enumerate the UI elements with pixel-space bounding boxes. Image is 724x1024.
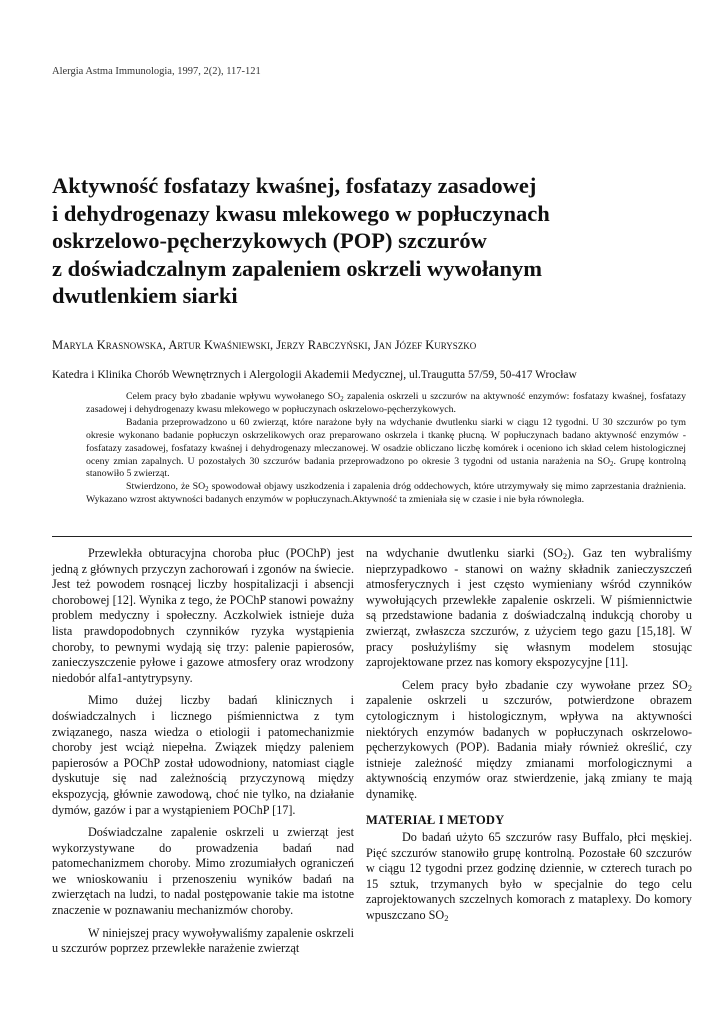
abstract [86, 391, 686, 507]
affiliation: Katedra i Klinika Chorób Wewnętrznych i Alergologii Akademii Medycznej, ul.Traugutta 57/59, 50-417 Wrocław [52, 369, 577, 381]
body-paragraph: W niniejszej pracy wywoływaliśmy zapalenie oskrzeli u szczurów poprzez przewlekłe narażenie zwierząt [52, 925, 354, 956]
body-paragraph: na wdychanie dwutlenku siarki $(SO_2)$. Gaz ten wybraliśmy nieprzypadkowo - stanowi on ważny składnik zanieczyszczeń atmosferycznych i jest często wymieniany wśród czynników wywołujących przewlekłe zapalenie oskrzeli. W piśmiennictwie są przedstawione badania z doświadczalną indukcją choroby u zwierząt, zwłaszcza szczurów, z użyciem tego gazu [15,18]. W pracy posłużyliśmy się własnym modelem stosując zaprojektowane przez nas komory ekspozycyjne [11]. [366, 546, 692, 670]
title-line: dwutlenkiem siarki [52, 283, 238, 308]
title-line: i dehydrogenazy kwasu mlekowego w popłuczynach [52, 200, 550, 226]
body-paragraph: Do badań użyto 65 szczurów rasy Buffalo, płci męskiej. Pięć szczurów stanowiło grupę kontrolną. Pozostałe 60 szczurów w ciągu 12 tygodni przez godzinę dziennie, w czterech turach po 15 sztuk, trzymanych było w specjalnie do tego celu zaprojektowanych szczelnych komorach z mataplexy. Do komory wpuszczano $SO_2$ [366, 830, 692, 924]
abstract-paragraph: Stwierdzono, że $SO_2$ spowodował objawy uszkodzenia i zapalenia dróg oddechowych, które utrzymywały się mimo zaprzestania drażnienia. Wykazano wzrost aktywności badanych enzymów w popłuczynach.Aktywność ta zmieniała się w czasie i nie była równoległa. [86, 481, 686, 506]
journal-citation: Alergia Astma Immunologia, 1997, 2(2), 117-121 [52, 66, 261, 77]
body-column-right [366, 546, 692, 931]
title-line: Aktywność fosfatazy kwaśnej, fosfatazy zasadowej [52, 173, 537, 198]
title-line: oskrzelowo-pęcherzykowych (POP) szczurów [52, 228, 487, 253]
body-paragraph: Mimo dużej liczby badań klinicznych i doświadczalnych i licznego piśmiennictwa z tym związanego, nasza wiedza o etiologii i patomechanizmie choroby jest wciąż niepełna. Związek między paleniem papierosów a POChP został udowodniony, natomiast ciągle dyskutuje się nad zależnością przyczynową między ekspozycją, głównie zawodową, choć nie tylko, na działanie dymów, gazów i par a wystąpieniem POChP [17]. [52, 693, 354, 817]
title-line: z doświadczalnym zapaleniem oskrzeli wywołanym [52, 255, 542, 281]
body-paragraph: Doświadczalne zapalenie oskrzeli u zwierząt jest wykorzystywane do prowadzenia badań nad patomechanizmem choroby. Mimo zrozumiałych ograniczeń we wnioskowaniu i przenoszeniu wyników badań na zwierzętach na ludzi, to nadal postępowanie takie ma istotne znaczenie w poznawaniu mechanizmów choroby. [52, 825, 354, 918]
body-column-left [52, 546, 354, 964]
section-heading: MATERIAŁ I METODY [366, 812, 505, 827]
author-list: Maryla Krasnowska, Artur Kwaśniewski, Jerzy Rabczyński, Jan Józef Kuryszko [52, 338, 477, 352]
body-paragraph: Celem pracy było zbadanie czy wywołane przez $SO_2$ zapalenie oskrzeli u szczurów, potwierdzone obrazem cytologicznym i histologicznym, wpływa na aktywności niektórych enzymów badanych w popłuczynach oskrzelowo-pęcherzykowych (POP). Badania miały również określić, czy istnieje zależność między zmianami morfologicznymi a aktywnością enzymów oraz stwierdzenie, jaką zmiany te mają dynamikę. [366, 677, 692, 801]
body-paragraph: Przewlekła obturacyjna choroba płuc (POChP) jest jedną z głównych przyczyn zachorowań i zgonów na świecie. Jest też powodem rosnącej liczby hospitalizacji i absencji chorobowej [12]. Wynika z tego, że POChP stanowi poważny problem medyczny i społeczny. Aczkolwiek istnieje duża lista prawdopodobnych czynników ryzyka wystąpienia choroby, to pewnymi wydają się trzy: palenie papierosów, zanieczyszczenie pyłowe i gazowe atmosfery oraz wrodzony niedobór alfa1-antytrypsyny. [52, 546, 354, 685]
abstract-paragraph: Celem pracy było zbadanie wpływu wywołanego $SO_2$ zapalenia oskrzeli u szczurów na aktywność enzymów: fosfatazy kwaśnej, fosfatazy zasadowej i dehydrogenazy kwasu mlekowego w popłuczynach oskrzelowo-pęcherzykowych. [86, 391, 687, 415]
article-title [52, 172, 672, 310]
abstract-paragraph: Badania przeprowadzono u 60 zwierząt, które narażone były na wdychanie dwutlenku siarki w ciągu 12 tygodni. U 30 szczurów po tym okresie wykonano badanie popłuczyn oskrzelikowych oraz preparowano oskrzela i tkankę płucną. W popłuczynach badano aktywność enzymów - fosfatazy zasadowej, fosfatazy kwaśnej i dehydrogenazy mleczanowej. W osadzie obliczano liczbę komórek i oceniono ich skład celem histologicznej oceny zmian zapalnych. U pozostałych 30 szczurów badania przeprowadzono po okresie 3 tygodni od ustania narażenia na $SO_2$. Grupę kontrolną stanowiło 5 zwierząt. [86, 416, 686, 480]
section-divider [52, 536, 692, 537]
